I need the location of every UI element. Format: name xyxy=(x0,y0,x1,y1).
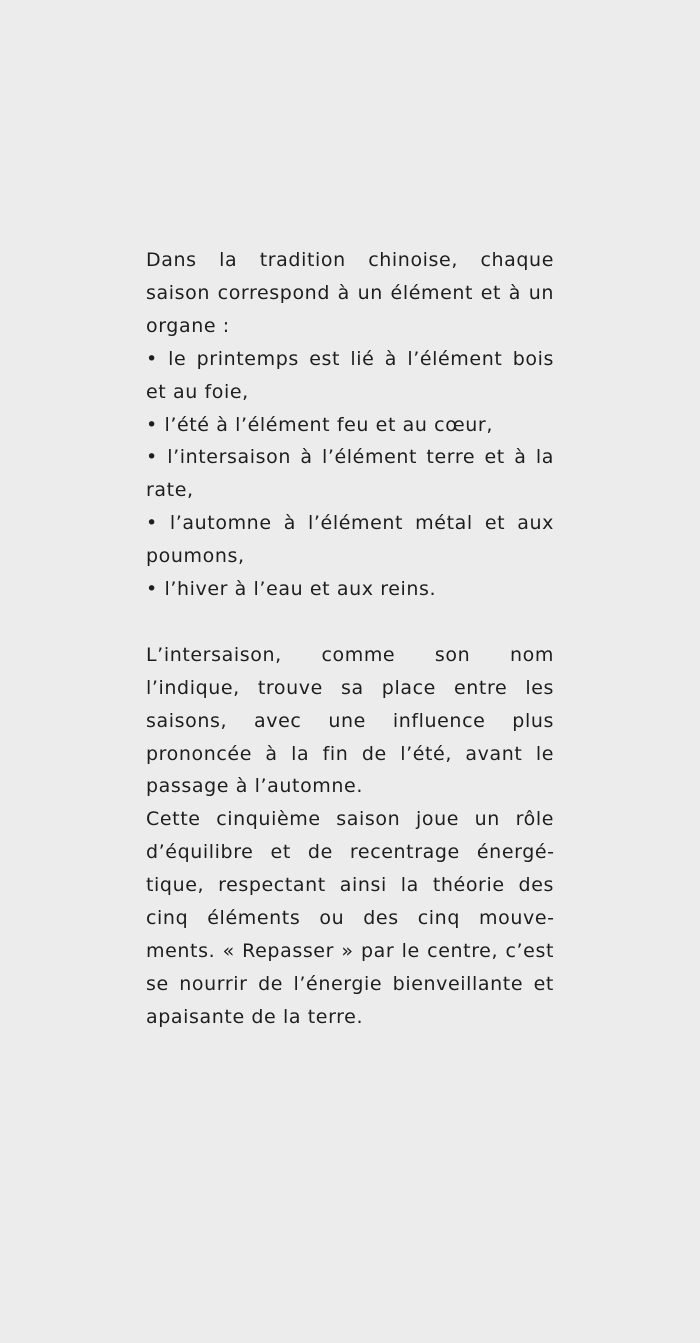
list-item: • l’intersaison à l’élément terre et à la rate, xyxy=(146,446,554,502)
list-item: • l’hiver à l’eau et aux reins. xyxy=(146,578,437,601)
paragraph-spacer xyxy=(146,606,554,639)
list-item: • l’été à l’élément feu et au cœur, xyxy=(146,413,493,436)
intro-paragraph: Dans la tradition chinoise, chaque saison correspond à un élément et à un organe : xyxy=(146,249,554,337)
list-item: • l’automne à l’élément métal et aux poumons, xyxy=(146,512,554,568)
list-item: • le printemps est lié à l’élément bois et au foie, xyxy=(146,347,554,403)
body-text xyxy=(146,244,554,1034)
intersaison-paragraph: L’intersaison, comme son nom l’indique, trouve sa place entre les saisons, avec une influence plus prononcée à la fin de l’été, avant le passage à l’automne. xyxy=(146,643,554,798)
cinquieme-saison-paragraph: Cette cinquième saison joue un rôle d’équilibre et de recentrage énergétique, respectant ainsi la théorie des cinq éléments ou des cinq mouvements. « Repasser » par le centre, c’est se nourrir de l’énergie bienveillante et apaisante de la terre. xyxy=(146,808,554,1028)
